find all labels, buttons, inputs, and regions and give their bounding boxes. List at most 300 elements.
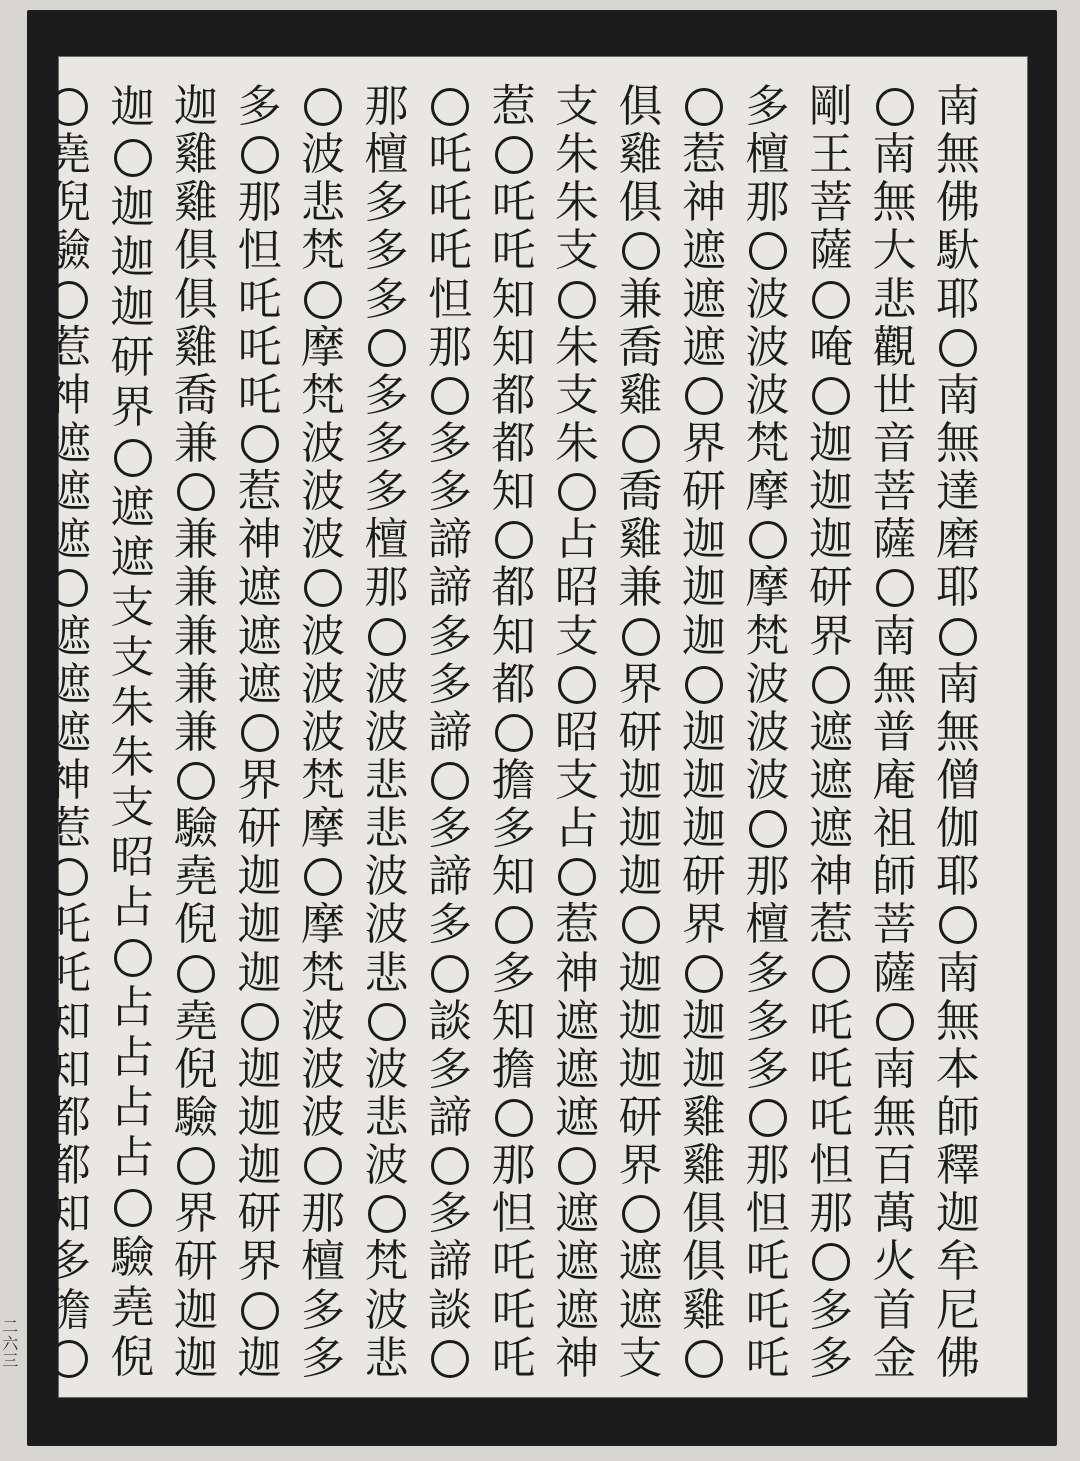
character: 俱 — [174, 225, 218, 277]
circle-mark — [558, 473, 596, 511]
character: 遮 — [555, 1284, 599, 1336]
circle-separator — [804, 372, 858, 420]
circle-separator — [487, 516, 541, 564]
character: 悲 — [364, 947, 409, 999]
character: 知 — [491, 321, 536, 373]
character: 悲 — [364, 755, 409, 807]
circle-separator — [550, 1142, 604, 1190]
circle-separator — [614, 227, 668, 275]
character: 悲 — [301, 177, 345, 229]
circle-separator — [233, 131, 287, 179]
character: 惹 — [47, 803, 91, 855]
character: 怛 — [491, 1188, 536, 1240]
character: 耶 — [936, 562, 980, 614]
circle-separator — [550, 853, 604, 901]
character: 迦 — [174, 1332, 218, 1384]
circle-separator — [169, 1142, 223, 1190]
character: 吒 — [237, 273, 282, 325]
character: 萬 — [872, 1188, 917, 1240]
circle-separator — [169, 950, 223, 998]
character: 那 — [364, 562, 409, 614]
text-column — [419, 83, 481, 1383]
character: 波 — [301, 1092, 345, 1144]
character: 那 — [745, 1140, 790, 1192]
character: 南 — [936, 81, 980, 133]
character: 支 — [618, 1332, 663, 1384]
circle-separator — [233, 420, 287, 468]
character: 磨 — [936, 514, 980, 566]
character: 支 — [555, 225, 599, 277]
circle-separator — [423, 950, 477, 998]
circle-separator — [677, 372, 731, 420]
character: 朱 — [555, 321, 599, 373]
character: 檀 — [364, 129, 409, 181]
circle-separator — [868, 83, 922, 131]
circle-mark — [685, 1340, 723, 1378]
character: 遮 — [110, 482, 155, 533]
character: 多 — [809, 1332, 853, 1384]
circle-mark — [749, 1099, 787, 1137]
character: 那 — [301, 1188, 345, 1240]
character: 吒 — [745, 1332, 790, 1384]
character: 那 — [237, 177, 282, 229]
circle-mark — [622, 618, 660, 656]
character: 俱 — [682, 1236, 726, 1288]
character: 遮 — [47, 658, 91, 710]
circle-separator — [868, 998, 922, 1046]
character: 波 — [301, 658, 345, 710]
character: 吒 — [745, 1236, 790, 1288]
character: 吒 — [47, 947, 91, 999]
character: 波 — [745, 658, 790, 710]
character: 惹 — [555, 899, 599, 951]
character: 驗 — [174, 1092, 218, 1144]
character: 波 — [364, 1043, 409, 1095]
character: 研 — [682, 851, 726, 903]
circle-mark — [685, 88, 723, 126]
circle-mark — [241, 1292, 279, 1330]
character: 怛 — [809, 1140, 853, 1192]
character: 擔 — [491, 755, 536, 807]
character: 吒 — [491, 177, 536, 229]
character: 金 — [872, 1332, 917, 1384]
character: 波 — [745, 273, 790, 325]
character: 遮 — [555, 1188, 599, 1240]
character: 迦 — [618, 803, 663, 855]
circle-separator — [804, 276, 858, 324]
circle-mark — [431, 955, 469, 993]
circle-mark — [939, 906, 977, 944]
circle-separator — [804, 950, 858, 998]
character: 堯 — [47, 129, 91, 181]
character: 界 — [237, 755, 282, 807]
character: 遮 — [47, 418, 91, 470]
character: 遮 — [47, 514, 91, 566]
character: 吒 — [809, 1043, 853, 1095]
page-number — [0, 1318, 18, 1369]
character: 倪 — [174, 899, 218, 951]
character: 兼 — [174, 418, 218, 470]
character: 界 — [110, 382, 155, 433]
character: 多 — [364, 369, 409, 421]
circle-separator — [804, 661, 858, 709]
character: 諦 — [428, 514, 472, 566]
character: 多 — [364, 177, 409, 229]
circle-mark — [50, 281, 88, 319]
character: 驗 — [174, 803, 218, 855]
character: 梵 — [301, 225, 345, 277]
circle-separator — [106, 133, 160, 183]
character: 遮 — [618, 1284, 663, 1336]
character: 兼 — [174, 610, 218, 662]
character: 俱 — [618, 177, 663, 229]
character: 兼 — [174, 706, 218, 758]
circle-separator — [296, 564, 350, 612]
character: 多 — [491, 803, 536, 855]
character: 迦 — [237, 1092, 282, 1144]
character: 吒 — [491, 225, 536, 277]
character: 僧 — [936, 755, 980, 807]
character: 知 — [47, 1043, 91, 1095]
circle-separator — [423, 757, 477, 805]
character: 大 — [872, 225, 917, 277]
character: 占 — [555, 514, 599, 566]
circle-separator — [614, 1190, 668, 1238]
circle-mark — [685, 666, 723, 704]
character: 諦 — [428, 562, 472, 614]
character: 摩 — [745, 466, 790, 518]
character: 多 — [428, 1043, 472, 1095]
circle-separator — [677, 661, 731, 709]
character: 波 — [301, 706, 345, 758]
character: 薩 — [872, 947, 917, 999]
character: 那 — [745, 177, 790, 229]
character: 本 — [936, 1043, 980, 1095]
character: 多 — [237, 81, 282, 133]
circle-separator — [741, 227, 795, 275]
character: 波 — [364, 658, 409, 710]
character: 遮 — [47, 706, 91, 758]
text-column — [673, 83, 735, 1383]
circle-mark — [622, 425, 660, 463]
character: 都 — [47, 1140, 91, 1192]
character: 研 — [174, 1236, 218, 1288]
character: 占 — [110, 1082, 155, 1133]
character: 波 — [364, 706, 409, 758]
character: 雞 — [618, 129, 663, 181]
character: 喬 — [618, 321, 663, 373]
circle-separator — [677, 1335, 731, 1383]
character: 朱 — [110, 732, 155, 783]
circle-mark — [241, 1003, 279, 1041]
character: 堯 — [174, 851, 218, 903]
character: 怛 — [428, 273, 472, 325]
circle-separator — [614, 901, 668, 949]
character: 吒 — [491, 1236, 536, 1288]
character: 薩 — [809, 225, 853, 277]
character: 迦 — [110, 182, 155, 233]
character: 占 — [555, 803, 599, 855]
character: 那 — [428, 321, 472, 373]
character: 耶 — [936, 851, 980, 903]
circle-mark — [685, 955, 723, 993]
character: 支 — [110, 632, 155, 683]
circle-mark — [876, 569, 914, 607]
character: 迦 — [682, 1043, 726, 1095]
circle-separator — [42, 853, 96, 901]
character: 研 — [110, 332, 155, 383]
character: 驗 — [110, 1232, 155, 1283]
circle-mark — [622, 232, 660, 270]
character: 研 — [682, 466, 726, 518]
character: 朱 — [110, 682, 155, 733]
circle-separator — [233, 998, 287, 1046]
character: 多 — [809, 1284, 853, 1336]
character: 占 — [110, 882, 155, 933]
text-column — [165, 83, 227, 1383]
text-column — [229, 83, 291, 1383]
character: 支 — [110, 582, 155, 633]
character: 迦 — [237, 1140, 282, 1192]
character: 研 — [237, 1188, 282, 1240]
character: 波 — [301, 1043, 345, 1095]
character: 諦 — [428, 851, 472, 903]
character: 摩 — [301, 899, 345, 951]
circle-separator — [296, 83, 350, 131]
character: 摩 — [301, 321, 345, 373]
character: 遮 — [555, 1043, 599, 1095]
character: 那 — [809, 1188, 853, 1240]
character: 南 — [872, 1043, 917, 1095]
text-column — [800, 83, 862, 1383]
character: 擔 — [491, 1043, 536, 1095]
circle-mark — [495, 521, 533, 559]
character: 檀 — [301, 1236, 345, 1288]
character: 界 — [174, 1188, 218, 1240]
circle-separator — [42, 564, 96, 612]
character: 牟 — [936, 1236, 980, 1288]
character: 吒 — [745, 1284, 790, 1336]
character: 占 — [110, 982, 155, 1033]
circle-separator — [931, 901, 985, 949]
character: 雞 — [682, 1284, 726, 1336]
character: 俱 — [618, 81, 663, 133]
character: 支 — [555, 81, 599, 133]
circle-mark — [939, 618, 977, 656]
character: 南 — [936, 658, 980, 710]
circle-mark — [241, 425, 279, 463]
circle-separator — [296, 853, 350, 901]
character: 波 — [301, 466, 345, 518]
character: 南 — [872, 129, 917, 181]
circle-separator — [360, 998, 414, 1046]
character: 火 — [872, 1236, 917, 1288]
character: 波 — [364, 1284, 409, 1336]
character: 師 — [872, 851, 917, 903]
text-column — [546, 83, 608, 1383]
character: 遮 — [237, 610, 282, 662]
circle-separator — [931, 324, 985, 372]
circle-separator — [296, 276, 350, 324]
character: 怛 — [745, 1188, 790, 1240]
circle-mark — [495, 136, 533, 174]
character: 無 — [872, 658, 917, 710]
circle-separator — [423, 1335, 477, 1383]
character: 昭 — [110, 832, 155, 883]
character: 多 — [745, 947, 790, 999]
character: 神 — [555, 1332, 599, 1384]
character: 迦 — [682, 995, 726, 1047]
circle-mark — [558, 1147, 596, 1185]
circle-mark — [749, 521, 787, 559]
character: 兼 — [174, 562, 218, 614]
character: 波 — [745, 706, 790, 758]
character: 雞 — [682, 1092, 726, 1144]
character: 迦 — [809, 418, 853, 470]
character: 堯 — [174, 995, 218, 1047]
character: 研 — [618, 1092, 663, 1144]
character: 無 — [936, 995, 980, 1047]
text-column — [38, 83, 100, 1383]
circle-mark — [304, 88, 342, 126]
character: 都 — [491, 562, 536, 614]
character: 波 — [364, 851, 409, 903]
character: 遮 — [809, 706, 853, 758]
character: 波 — [745, 369, 790, 421]
circle-separator — [487, 901, 541, 949]
character: 諦 — [428, 1092, 472, 1144]
character: 遮 — [682, 273, 726, 325]
circle-separator — [487, 131, 541, 179]
character: 遮 — [618, 1236, 663, 1288]
character: 朱 — [555, 129, 599, 181]
character: 知 — [491, 466, 536, 518]
character: 迦 — [237, 1043, 282, 1095]
character: 吒 — [428, 129, 472, 181]
character: 迦 — [682, 803, 726, 855]
character: 迦 — [618, 851, 663, 903]
character: 迦 — [682, 706, 726, 758]
circle-separator — [233, 1287, 287, 1335]
character: 檀 — [745, 129, 790, 181]
character: 梵 — [301, 369, 345, 421]
character: 剛 — [809, 81, 853, 133]
character: 界 — [682, 418, 726, 470]
page-number-text: 二六三 — [0, 1318, 19, 1369]
character: 迦 — [682, 755, 726, 807]
circle-separator — [169, 757, 223, 805]
character: 神 — [555, 947, 599, 999]
circle-separator — [677, 83, 731, 131]
circle-mark — [304, 281, 342, 319]
character: 梵 — [301, 755, 345, 807]
character: 研 — [618, 706, 663, 758]
circle-mark — [939, 329, 977, 367]
circle-separator — [106, 1183, 160, 1233]
character: 多 — [491, 947, 536, 999]
circle-mark — [177, 1147, 215, 1185]
character: 多 — [364, 418, 409, 470]
text-column — [356, 83, 418, 1383]
character: 支 — [555, 755, 599, 807]
circle-mark — [241, 714, 279, 752]
character: 知 — [47, 995, 91, 1047]
character: 波 — [301, 610, 345, 662]
character: 多 — [745, 1043, 790, 1095]
circle-separator — [296, 1142, 350, 1190]
character: 迦 — [618, 947, 663, 999]
circle-mark — [114, 1189, 152, 1227]
circle-separator — [741, 1094, 795, 1142]
character: 雞 — [174, 321, 218, 373]
circle-mark — [50, 858, 88, 896]
character: 迦 — [809, 466, 853, 518]
character: 吒 — [809, 1092, 853, 1144]
character: 佛 — [936, 177, 980, 229]
circle-mark — [685, 377, 723, 415]
circle-mark — [749, 810, 787, 848]
character: 波 — [745, 755, 790, 807]
circle-separator — [487, 709, 541, 757]
circle-separator — [487, 1094, 541, 1142]
circle-mark — [431, 377, 469, 415]
circle-separator — [106, 933, 160, 983]
character: 兼 — [618, 273, 663, 325]
character: 多 — [364, 466, 409, 518]
character: 迦 — [174, 1284, 218, 1336]
character: 祖 — [872, 803, 917, 855]
character: 波 — [364, 1140, 409, 1192]
character: 悲 — [364, 1332, 409, 1384]
character: 朱 — [555, 418, 599, 470]
character: 波 — [301, 418, 345, 470]
character: 遮 — [47, 610, 91, 662]
circle-mark — [368, 1003, 406, 1041]
character: 吒 — [47, 899, 91, 951]
character: 多 — [428, 610, 472, 662]
character: 多 — [428, 899, 472, 951]
character: 多 — [364, 273, 409, 325]
character: 多 — [47, 1236, 91, 1288]
circle-mark — [304, 858, 342, 896]
character: 吒 — [237, 321, 282, 373]
character: 檀 — [745, 899, 790, 951]
character: 迦 — [237, 1332, 282, 1384]
character: 遮 — [682, 225, 726, 277]
circle-mark — [558, 666, 596, 704]
circle-mark — [241, 136, 279, 174]
character: 摩 — [301, 803, 345, 855]
character: 遮 — [555, 995, 599, 1047]
circle-separator — [423, 372, 477, 420]
character: 諦 — [428, 706, 472, 758]
character: 惹 — [47, 321, 91, 373]
character: 那 — [364, 81, 409, 133]
circle-separator — [169, 468, 223, 516]
character: 界 — [237, 1236, 282, 1288]
character: 多 — [301, 1332, 345, 1384]
circle-separator — [360, 1190, 414, 1238]
character: 迦 — [110, 282, 155, 333]
circle-separator — [423, 1142, 477, 1190]
circle-mark — [495, 906, 533, 944]
character: 庵 — [872, 755, 917, 807]
character: 俱 — [682, 1188, 726, 1240]
circle-separator — [868, 564, 922, 612]
circle-mark — [812, 1243, 850, 1281]
character: 波 — [301, 129, 345, 181]
character: 都 — [491, 658, 536, 710]
